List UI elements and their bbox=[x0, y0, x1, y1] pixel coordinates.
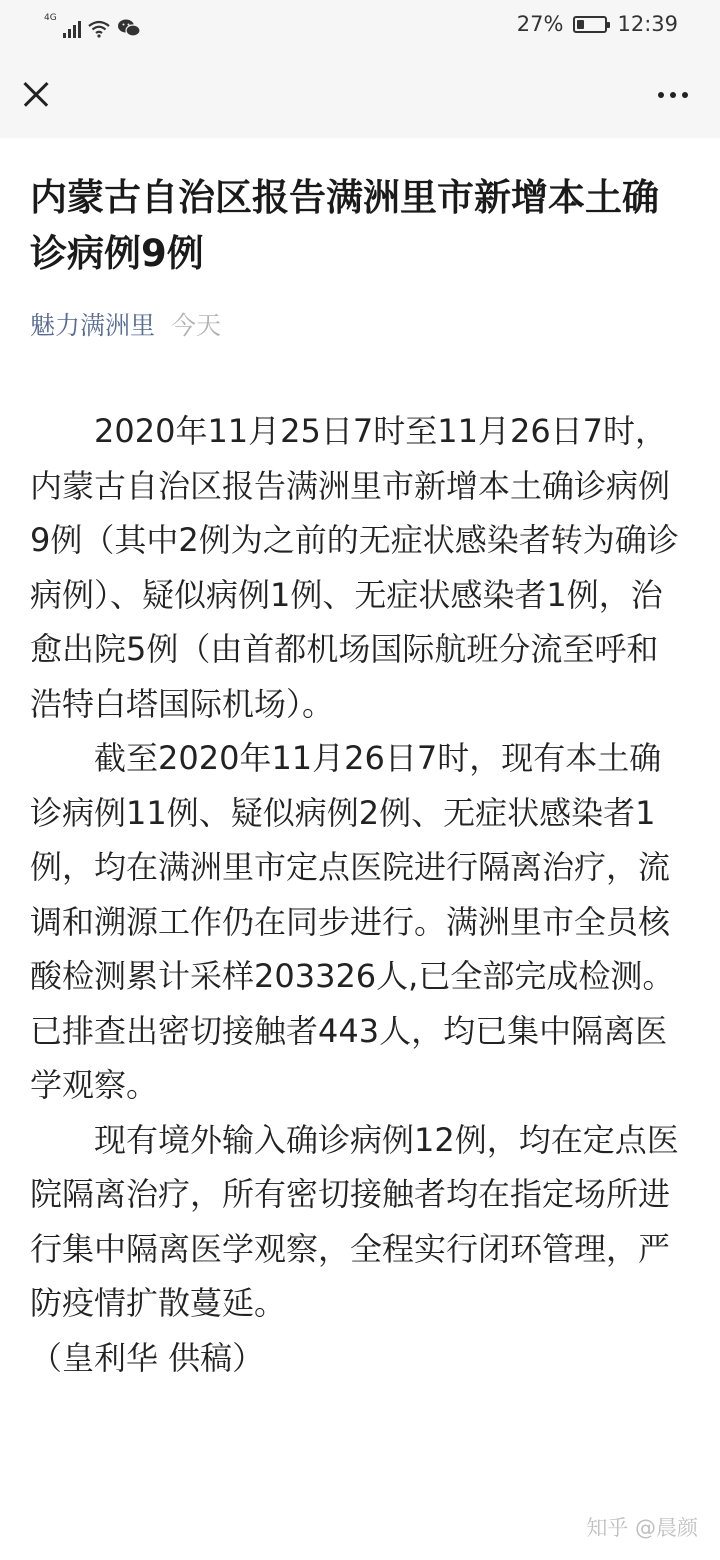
status-time: 12:39 bbox=[617, 12, 678, 36]
status-right bbox=[517, 12, 678, 36]
status-bar bbox=[0, 0, 720, 52]
wifi-icon bbox=[87, 20, 111, 38]
article-paragraph: 现有境外输入确诊病例12例，均在定点医院隔离治疗，所有密切接触者均在指定场所进行集中隔离医学观察，全程实行闭环管理，严防疫情扩散蔓延。 bbox=[30, 1120, 679, 1322]
article-paragraph: 2020年11月25日7时至11月26日7时，内蒙古自治区报告满洲里市新增本土确诊病例9例（其中2例为之前的无症状感染者转为确诊病例）、疑似病例1例、无症状感染者1例，治愈出院5例（由首都机场国际航班分流至呼和浩特白塔国际机场）。 bbox=[30, 412, 679, 723]
signal-icon bbox=[63, 20, 81, 38]
wechat-icon bbox=[117, 18, 141, 38]
article-meta bbox=[30, 306, 221, 346]
article-source-link[interactable]: 魅力满洲里 bbox=[30, 311, 156, 340]
watermark: 知乎 @晨颜 bbox=[586, 1516, 698, 1540]
battery-percent: 27% bbox=[516, 12, 564, 36]
article-title: 内蒙古自治区报告满洲里市新增本土确诊病例9例 bbox=[30, 176, 659, 275]
battery-fill bbox=[577, 20, 584, 29]
battery-icon bbox=[573, 16, 607, 33]
more-icon[interactable] bbox=[658, 92, 688, 98]
network-type-label: 4G bbox=[44, 13, 57, 23]
article-body bbox=[30, 404, 688, 1385]
status-left-icons bbox=[44, 12, 141, 38]
article-date: 今天 bbox=[171, 311, 222, 340]
close-icon[interactable] bbox=[22, 80, 50, 108]
article-credit: （皇利华 供稿） bbox=[30, 1338, 265, 1377]
top-nav-bar bbox=[0, 52, 720, 138]
article-paragraph: 截至2020年11月26日7时，现有本土确诊病例11例、疑似病例2例、无症状感染者1例，均在满洲里市定点医院进行隔离治疗，流调和溯源工作仍在同步进行。满洲里市全员核酸检测累计采样203326人,已全部完成检测。已排查出密切接触者443人，均已集中隔离医学观察。 bbox=[30, 739, 675, 1104]
